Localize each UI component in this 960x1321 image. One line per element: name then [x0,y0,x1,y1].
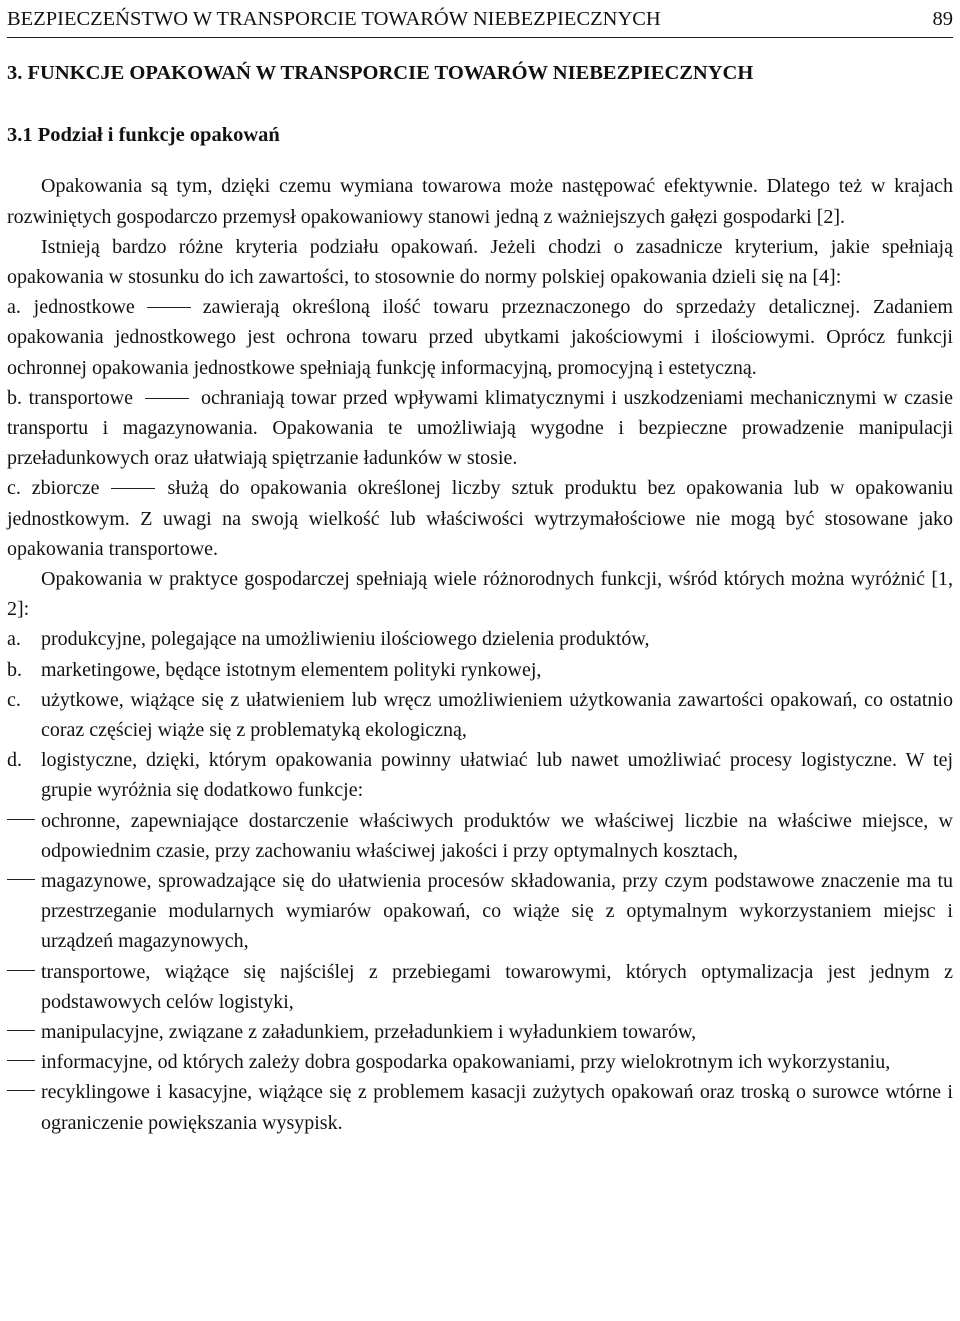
packaging-type-name: zbiorcze [31,477,100,500]
header-rule [7,37,953,38]
section-title: 3.1 Podział i funkcje opakowań [7,124,280,147]
logistic-function-item [7,1047,953,1077]
em-dash [111,488,155,489]
paragraph-intro: Opakowania są tym, dzięki czemu wymiana towarowa może następować efektywnie. Dlatego też w krajach rozwiniętych gospodarczo przemysł opakowaniowy stanowi jedną z ważniejszych gałęzi gospodarki [2]. [7,175,953,228]
em-dash [145,398,189,399]
running-header [7,6,953,32]
function-item [7,624,953,654]
paragraph-functions: Opakowania w praktyce gospodarczej spełniają wiele różnorodnych funkcji, wśród których można wyróżnić [1, 2]: [7,568,953,621]
logistic-function-text: manipulacyjne, związane z załadunkiem, przeładunkiem i wyładunkiem towarów, [41,1021,697,1044]
logistic-function-text: magazynowe, sprowadzające się do ułatwienia procesów składowania, przy czym podstawowe znaczenie ma tu przestrzeganie modularnych wymiarów opakowań, co wiąże się z optymalnym wykorzystaniem miejsc i urządzeń magazynowych, [41,870,953,953]
dash-bullet [7,1090,35,1091]
logistic-function-item [7,806,953,866]
logistic-function-text: informacyjne, od których zależy dobra gospodarka opakowaniami, przy wielokrotnym ich wykorzystaniu, [41,1051,891,1074]
list-label: b. [7,658,22,681]
main-content [7,58,953,1138]
chapter-title: 3. FUNKCJE OPAKOWAŃ W TRANSPORCIE TOWARÓW NIEBEZPIECZNYCH [7,62,754,84]
logistic-function-item [7,1077,953,1137]
list-label: d. [7,749,22,772]
page-number: 89 [932,8,953,30]
packaging-type-text: ochraniają towar przed wpływami klimatycznymi i uszkodzeniami mechanicznymi w czasie transportu i magazynowania. Opakowania te umożliwiają wygodne i bezpieczne prowadzenie manipulacji przeładunkowych oraz ułatwiają spiętrzanie ładunków w stosie. [7,386,954,470]
list-label: b. [7,386,22,409]
logistic-function-item [7,1017,953,1047]
packaging-type-text: służą do opakowania określonej liczby sztuk produktu bez opakowania lub w opakowaniu jednostkowym. Z uwagi na swoją wielkość lub właściwości wytrzymałościowe nie mogą być stosowane jako opakowania transportowe. [7,477,953,560]
logistic-function-text: ochronne, zapewniające dostarczenie właściwych produktów we właściwej liczbie na właściwe miejsce, w odpowiednim czasie, przy zachowaniu właściwej jakości i przy optymalnych kosztach, [41,809,953,862]
packaging-type-name: transportowe [28,386,133,409]
function-item [7,745,953,805]
packaging-type-name: jednostkowe [33,296,135,319]
list-label: c. [7,477,21,500]
function-item [7,655,953,685]
packaging-type-item [7,292,953,383]
function-text: marketingowe, będące istotnym elementem polityki rynkowej, [41,658,542,681]
dash-bullet [7,970,35,971]
packaging-type-item [7,473,953,564]
function-text: produkcyjne, polegające na umożliwieniu ilościowego dzielenia produktów, [41,628,650,651]
logistic-function-item [7,957,953,1017]
dash-bullet [7,1060,35,1061]
logistic-function-text: recyklingowe i kasacyjne, wiążące się z problemem kasacji zużytych opakowań oraz troską o surowce wtórne i ograniczenie powiększania wysypisk. [41,1081,953,1134]
running-header-title: BEZPIECZEŃSTWO W TRANSPORCIE TOWARÓW NIEBEZPIECZNYCH [7,8,661,30]
logistic-function-item [7,866,953,957]
function-text: użytkowe, wiążące się z ułatwieniem lub wręcz umożliwieniem użytkowania zawartości opakowań, co ostatnio coraz częściej wiąże się z problematyką ekologiczną, [41,688,953,742]
dash-bullet [7,1030,35,1031]
packaging-type-item [7,383,953,474]
list-label: a. [7,296,21,319]
function-item [7,685,953,745]
paragraph-criteria: Istnieją bardzo różne kryteria podziału opakowań. Jeżeli chodzi o zasadnicze kryterium, jakie spełniają opakowania w stosunku do ich zawartości, to stosownie do normy polskiej opakowania dzieli się na [4]: [7,235,953,288]
dash-bullet [7,819,35,820]
list-label: a. [7,628,21,651]
function-text: logistyczne, dzięki, którym opakowania powinny ułatwiać lub nawet umożliwiać procesy logistyczne. W tej grupie wyróżnia się dodatkowo funkcje: [41,749,953,802]
dash-bullet [7,879,35,880]
logistic-function-text: transportowe, wiążące się najściślej z przebiegami towarowymi, których optymalizacja jest jednym z podstawowych celów logistyki, [41,960,953,1013]
packaging-type-text: zawierają określoną ilość towaru przeznaczonego do sprzedaży detalicznej. Zadaniem opakowania jednostkowego jest ochrona towaru przed ubytkami jakościowymi i ilościowymi. Oprócz funkcji ochronnej opakowania jednostkowe spełniają funkcję informacyjną, promocyjną i estetyczną. [7,296,953,379]
list-label: c. [7,688,21,711]
em-dash [147,307,191,308]
